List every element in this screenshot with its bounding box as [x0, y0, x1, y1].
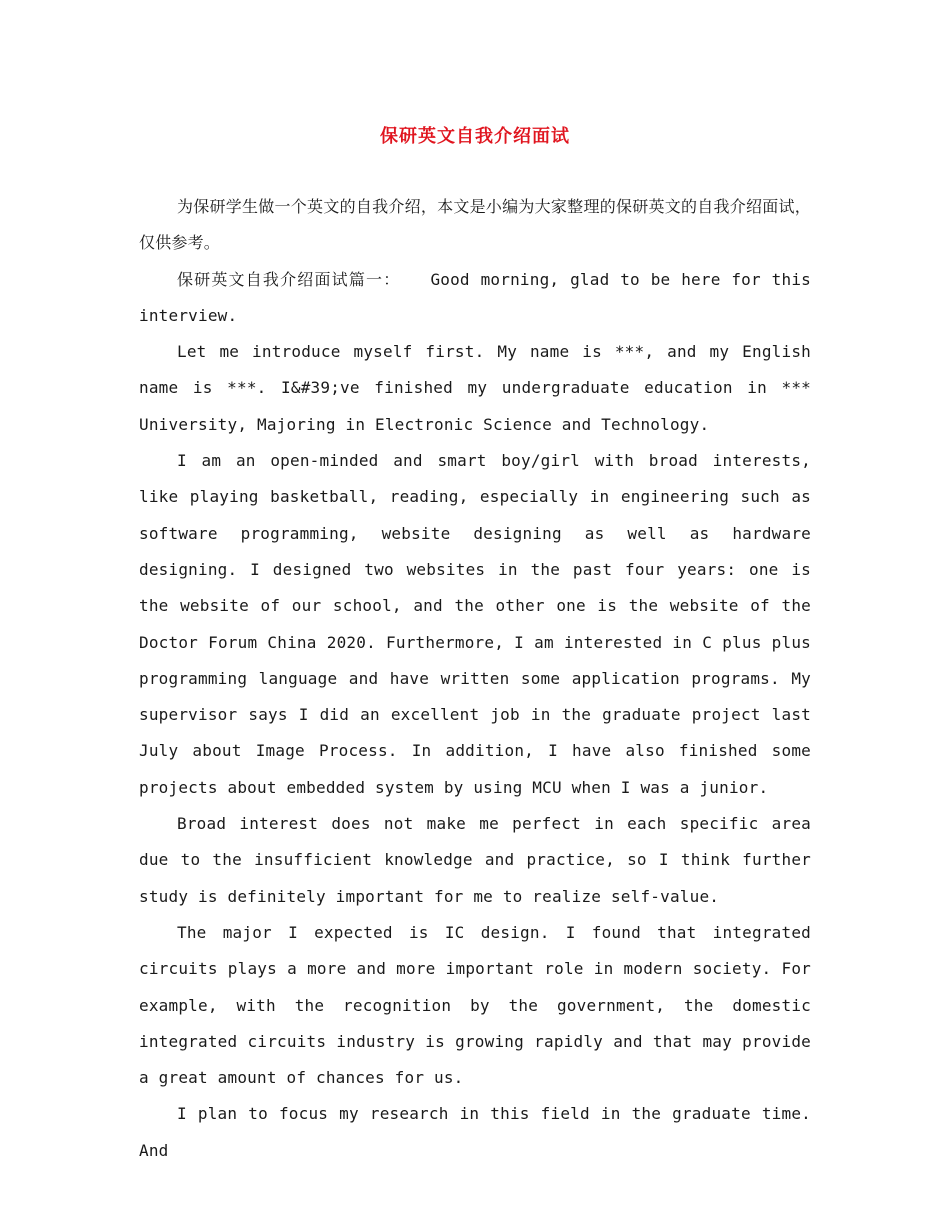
section-paragraph: [139, 262, 811, 335]
document-body: [139, 189, 811, 1169]
paragraph-interests: I am an open-minded and smart boy/girl with broad interests, like playing basketball, reading, especially in engineering such as software programming, website designing as well as hardware designing. I designed two websites in the past four years: one is the website of our school, and the other one is the website of the Doctor Forum China 2020. Furthermore, I am interested in C plus plus programming language and have written some application programs. My supervisor says I did an excellent job in the graduate project last July about Image Process. In addition, I have also finished some projects about embedded system by using MCU when I was a junior.: [139, 451, 811, 797]
paragraph-major: The major I expected is IC design. I found that integrated circuits plays a more and more important role in modern society. For example, with the recognition by the government, the domestic integrated circuits industry is growing rapidly and that may provide a great amount of chances for us.: [139, 922, 811, 1088]
paragraph-greeting: Good morning, glad to be here for this interview.: [139, 269, 811, 325]
document-title: 保研英文自我介绍面试: [380, 126, 570, 147]
paragraph-further-study: Broad interest does not make me perfect in each specific area due to the insufficient knowledge and practice, so I think further study is definitely important for me to realize self-value.: [139, 814, 811, 906]
section-heading: 保研英文自我介绍面试篇一：: [177, 269, 401, 289]
paragraph-plan: I plan to focus my research in this field in the graduate time. And: [139, 1104, 811, 1160]
intro-text: 为保研学生做一个英文的自我介绍，本文是小编为大家整理的保研英文的自我介绍面试，仅供参考。: [139, 197, 811, 253]
paragraph-introduction: Let me introduce myself first. My name is ***, and my English name is ***. I&#39;ve finished my undergraduate education in *** University, Majoring in Electronic Science and Technology.: [139, 342, 811, 434]
intro-paragraph: [139, 189, 811, 262]
